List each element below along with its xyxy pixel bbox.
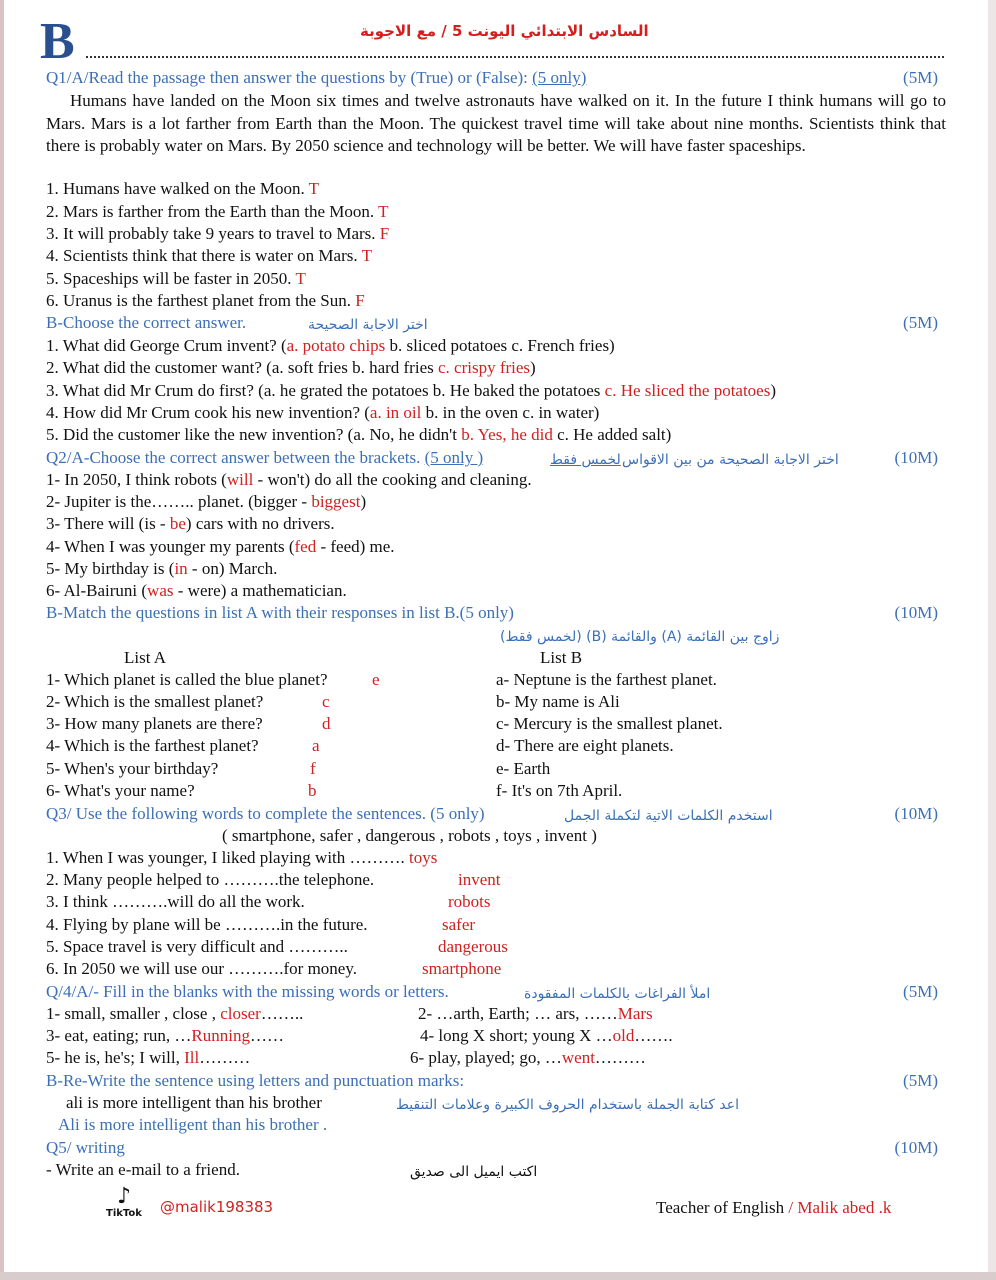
list-a-answer-2: c (322, 692, 330, 711)
list-a-item-6: 6- What's your name? (46, 781, 195, 800)
tiktok-label: TikTok (106, 1208, 142, 1219)
q4-item-5: 5- he is, he's; I will, Ill……… (46, 1048, 251, 1067)
list-a-item-2: 2- Which is the smallest planet? (46, 692, 264, 711)
q2-marks: (10M) (894, 448, 938, 467)
list-a-answer-1: e (372, 670, 380, 689)
q5-marks: (10M) (894, 1138, 938, 1157)
q1b-item-5: 5. Did the customer like the new invention? (a. No, he didn't b. Yes, he did c. He added salt) (46, 425, 672, 444)
q3-item-6: 6. In 2050 we will use our ……….for money. (46, 959, 357, 978)
q1-marks: (5M) (903, 68, 938, 87)
q3-answer-3: robots (448, 892, 491, 911)
q2b-marks: (10M) (894, 603, 938, 622)
q1b-marks: (5M) (903, 313, 938, 332)
list-a-item-3: 3- How many planets are there? (46, 714, 263, 733)
q4-marks: (5M) (903, 982, 938, 1001)
q1-item-6: 6. Uranus is the farthest planet from the Sun. F (46, 291, 365, 310)
tiktok-badge (100, 1186, 148, 1219)
header-divider (86, 56, 944, 58)
q1b-title: B-Choose the correct answer. (46, 313, 247, 332)
q4-item-3: 3- eat, eating; run, …Running…… (46, 1026, 284, 1045)
list-a-answer-6: b (308, 781, 317, 800)
q3-item-5: 5. Space travel is very difficult and ……….. (46, 937, 348, 956)
q3-word-bank: ( smartphone, safer , dangerous , robots , toys , invent ) (222, 826, 597, 845)
page-edge-left (0, 0, 4, 1280)
q3-answer-4: safer (442, 915, 476, 934)
q4b-answer: Ali is more intelligent than his brother . (58, 1115, 328, 1134)
list-a-item-1: 1- Which planet is called the blue planet? (46, 670, 328, 689)
q1b-item-2: 2. What did the customer want? (a. soft fries b. hard fries c. crispy fries) (46, 358, 536, 377)
page-edge-bottom (0, 1272, 996, 1280)
q3-title: Q3/ Use the following words to complete the sentences. (5 only) (46, 804, 485, 823)
q4-item-6: 6- play, played; go, …went……… (410, 1048, 646, 1067)
q3-item-3: 3. I think ……….will do all the work. (46, 892, 305, 911)
q2b-title-ar: زاوج بين القائمة (A) والقائمة (B) (لخمس فقط) (500, 629, 780, 645)
q2-item-3: 3- There will (is - be) cars with no drivers. (46, 514, 335, 533)
q2-item-1: 1- In 2050, I think robots (will - won't) do all the cooking and cleaning. (46, 470, 532, 489)
list-b-item-d: d- There are eight planets. (496, 736, 674, 755)
list-a-answer-5: f (310, 759, 316, 778)
list-b-item-c: c- Mercury is the smallest planet. (496, 714, 723, 733)
q1-item-3: 3. It will probably take 9 years to travel to Mars. F (46, 224, 390, 243)
q3-item-4: 4. Flying by plane will be ……….in the future. (46, 915, 368, 934)
q3-title-ar: استخدم الكلمات الاتية لتكملة الجمل (564, 808, 773, 824)
q3-answer-2: invent (458, 870, 501, 889)
q1-item-4: 4. Scientists think that there is water on Mars. T (46, 246, 372, 265)
q1b-title-ar: اختر الاجابة الصحيحة (308, 317, 428, 333)
q3-answer-6: smartphone (422, 959, 502, 978)
q3-marks: (10M) (894, 804, 938, 823)
list-b-item-b: b- My name is Ali (496, 692, 620, 711)
list-a-item-4: 4- Which is the farthest planet? (46, 736, 259, 755)
list-a-heading: List A (124, 648, 167, 667)
q2-item-4: 4- When I was younger my parents (fed - feed) me. (46, 537, 395, 556)
q4-title: Q/4/A/- Fill in the blanks with the missing words or letters. (46, 982, 449, 1001)
teacher-credit: Teacher of English / Malik abed .k (656, 1198, 892, 1217)
q2-item-6: 6- Al-Bairuni (was - were) a mathematician. (46, 581, 347, 600)
q4b-title: B-Re-Write the sentence using letters and punctuation marks: (46, 1071, 465, 1090)
q2-title: Q2/A-Choose the correct answer between the brackets. (5 only ) (46, 448, 484, 467)
list-b-heading: List B (540, 648, 583, 667)
q3-item-2: 2. Many people helped to ……….the telephone. (46, 870, 375, 889)
header-letter: B (40, 13, 75, 70)
list-b-item-a: a- Neptune is the farthest planet. (496, 670, 717, 689)
q2b-title: B-Match the questions in list A with their responses in list B.(5 only) (46, 603, 514, 622)
tiktok-icon: ♪ (116, 1184, 132, 1209)
q4-item-4: 4- long X short; young X …old……. (420, 1026, 673, 1045)
q3-item-1: 1. When I was younger, I liked playing with ………. toys (46, 848, 438, 867)
q4-title-ar: املأ الفراغات بالكلمات المفقودة (524, 986, 711, 1002)
q2-title-ar: اختر الاجابة الصحيحة من بين الاقواس (622, 452, 839, 468)
header-title-ar: السادس الابتدائي اليونت 5 / مع الاجوبة (360, 22, 649, 40)
q4b-sentence: ali is more intelligent than his brother (66, 1093, 322, 1112)
list-a-answer-3: d (322, 714, 331, 733)
q5-title: Q5/ writing (46, 1138, 125, 1157)
q2-item-2: 2- Jupiter is the…….. planet. (bigger - biggest) (46, 492, 367, 511)
q1-item-2: 2. Mars is farther from the Earth than the Moon. T (46, 202, 389, 221)
q4b-title-ar: اعد كتابة الجملة باستخدام الحروف الكبيرة وعلامات التنقيط (396, 1097, 739, 1113)
q1b-item-1: 1. What did George Crum invent? (a. potato chips b. sliced potatoes c. French fries) (46, 336, 615, 355)
q1b-item-3: 3. What did Mr Crum do first? (a. he grated the potatoes b. He baked the potatoes c. He sliced the potatoes) (46, 381, 777, 400)
q1-item-1: 1. Humans have walked on the Moon. T (46, 179, 320, 198)
q1b-item-4: 4. How did Mr Crum cook his new invention? (a. in oil b. in the oven c. in water) (46, 403, 600, 422)
list-a-answer-4: a (312, 736, 320, 755)
q1-item-5: 5. Spaceships will be faster in 2050. T (46, 269, 306, 288)
q2-item-5: 5- My birthday is (in - on) March. (46, 559, 278, 578)
q1-passage: Humans have landed on the Moon six times and twelve astronauts have walked on it. In the future I think humans will go to Mars. Mars is a lot farther from Earth than the Moon. The quickest travel time will take about nine months. Scientists think that there is probably water on Mars. By 2050 science and technology will be better. We will have faster spaceships. (46, 91, 946, 155)
page-edge-right (988, 0, 996, 1280)
q5-task: - Write an e-mail to a friend. (46, 1160, 240, 1179)
q3-answer-5: dangerous (438, 937, 508, 956)
q5-task-ar: اكتب ايميل الى صديق (410, 1164, 538, 1180)
q4b-marks: (5M) (903, 1071, 938, 1090)
q4-item-2: 2- …arth, Earth; … ars, ……Mars (418, 1004, 653, 1023)
list-a-item-5: 5- When's your birthday? (46, 759, 219, 778)
list-b-item-e: e- Earth (496, 759, 551, 778)
q4-item-1: 1- small, smaller , close , closer…….. (46, 1004, 304, 1023)
q2-title-ar-underlined: لخمس فقط (550, 452, 621, 468)
tiktok-handle: @malik198383 (160, 1198, 274, 1216)
q1-title: Q1/A/Read the passage then answer the questions by (True) or (False): (5 only) (46, 68, 587, 87)
list-b-item-f: f- It's on 7th April. (496, 781, 623, 800)
